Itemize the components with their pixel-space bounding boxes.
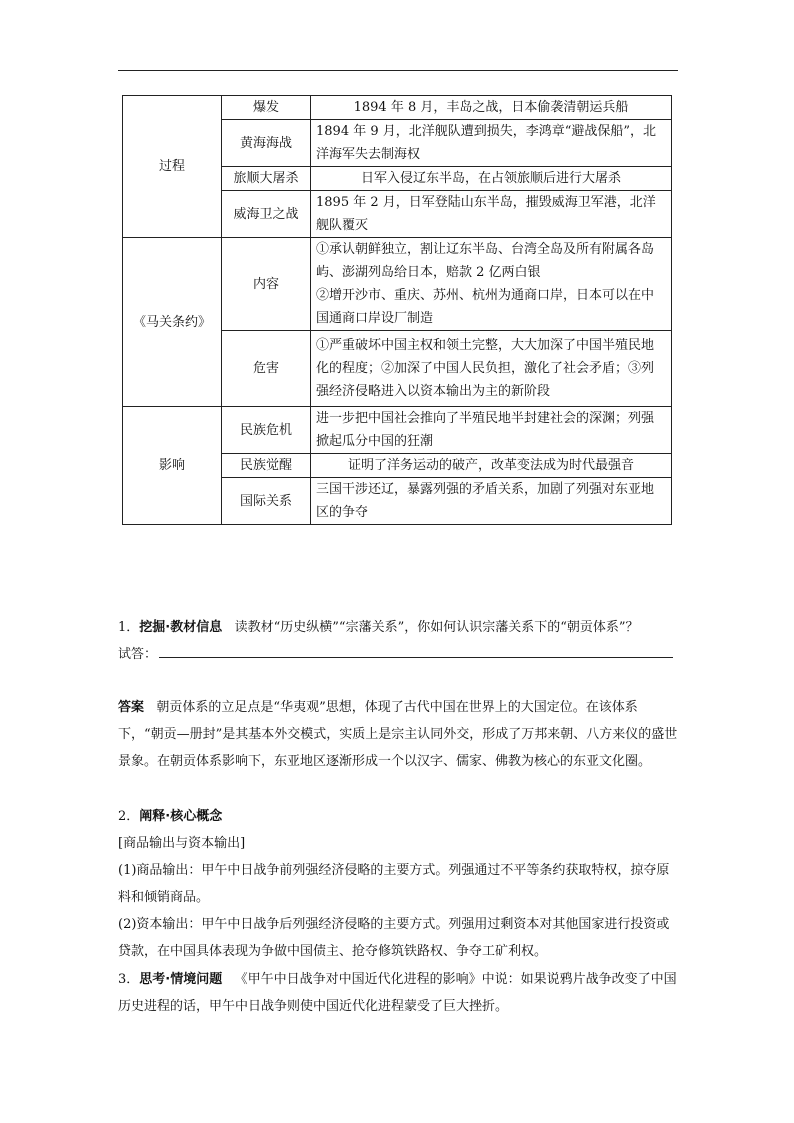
concept-bracket: [商品输出与资本输出] [118, 836, 246, 851]
answer-text: 朝贡体系的立足点是“华夷观”思想，体现了古代中国在世界上的大国定位。在该体系下，“朝贡—册封”是其基本外交模式，实质上是宗主认同外交，形成了万邦来朝、八方来仪的盛世景象。在朝贡体系影响下，东亚地区逐渐形成一个以汉字、儒家、佛教为核心的东亚文化圈。 [118, 700, 678, 769]
try-answer-label: 试答： [118, 647, 158, 662]
content-cell: 日军入侵辽东半岛，在占领旅顺后进行大屠杀 [311, 167, 672, 191]
sub-cell: 爆发 [222, 96, 311, 120]
sub-cell: 危害 [222, 331, 311, 407]
question-1 [118, 614, 678, 668]
summary-table [122, 95, 672, 525]
question-heading: 思考·情境问题 [139, 972, 223, 987]
sub-cell: 民族觉醒 [222, 454, 311, 478]
question-2 [118, 803, 678, 965]
sub-cell: 威海卫之战 [222, 191, 311, 238]
question-3 [118, 966, 678, 1020]
question-number: 2． [118, 809, 140, 824]
content-cell: 三国干涉还辽，暴露列强的矛盾关系，加剧了列强对东亚地区的争夺 [311, 478, 672, 525]
group-cell-treaty: 《马关条约》 [123, 238, 222, 407]
sub-cell: 黄海海战 [222, 120, 311, 167]
content-cell: ①承认朝鲜独立，割让辽东半岛、台湾全岛及所有附属各岛屿、澎湖列岛给日本，赔款 2 亿两白银 [311, 238, 672, 285]
question-text: 读教材“历史纵横”“宗藩关系”，你如何认识宗藩关系下的“朝贡体系”？ [234, 620, 639, 635]
question-text: 《甲午中日战争对中国近代化进程的影响》中说：如果说鸦片战争改变了中国历史进程的话，甲午中日战争则使中国近代化进程蒙受了巨大挫折。 [118, 972, 677, 1014]
sub-cell: 民族危机 [222, 407, 311, 454]
content-cell: 证明了洋务运动的破产，改革变法成为时代最强音 [311, 454, 672, 478]
sub-cell: 国际关系 [222, 478, 311, 525]
concept-item-1: (1)商品输出：甲午中日战争前列强经济侵略的主要方式。列强通过不平等条约获取特权，掠夺原料和倾销商品。 [118, 863, 670, 905]
answer-block [118, 694, 678, 775]
sub-cell: 内容 [222, 238, 311, 331]
content-cell: 1894 年 8 月，丰岛之战，日本偷袭清朝运兵船 [311, 96, 672, 120]
concept-item-2: (2)资本输出：甲午中日战争后列强经济侵略的主要方式。列强用过剩资本对其他国家进行投资或贷款，在中国具体表现为争做中国债主、抢夺修筑铁路权、争夺工矿利权。 [118, 917, 670, 959]
question-heading: 挖掘·教材信息 [139, 620, 223, 635]
content-cell: 1895 年 2 月，日军登陆山东半岛，摧毁威海卫军港，北洋舰队覆灭 [311, 191, 672, 238]
table-row [123, 407, 672, 454]
question-heading: 阐释·核心概念 [139, 809, 223, 824]
table-row [123, 96, 672, 120]
group-cell-impact: 影响 [123, 407, 222, 525]
content-cell: 1894 年 9 月，北洋舰队遭到损失，李鸿章“避战保船”，北洋海军失去制海权 [311, 120, 672, 167]
content-cell: ②增开沙市、重庆、苏州、杭州为通商口岸，日本可以在中国通商口岸设厂制造 [311, 284, 672, 331]
content-cell: ①严重破坏中国主权和领土完整，大大加深了中国半殖民地化的程度；②加深了中国人民负担，激化了社会矛盾；③列强经济侵略进入以资本输出为主的新阶段 [311, 331, 672, 407]
answer-label: 答案 [118, 700, 145, 715]
question-number: 3． [118, 972, 140, 987]
table-row [123, 238, 672, 285]
answer-input-line[interactable] [159, 643, 673, 658]
content-cell: 进一步把中国社会推向了半殖民地半封建社会的深渊；列强掀起瓜分中国的狂潮 [311, 407, 672, 454]
header-rule [118, 70, 678, 71]
question-number: 1． [118, 620, 140, 635]
group-cell-process: 过程 [123, 96, 222, 238]
sub-cell: 旅顺大屠杀 [222, 167, 311, 191]
